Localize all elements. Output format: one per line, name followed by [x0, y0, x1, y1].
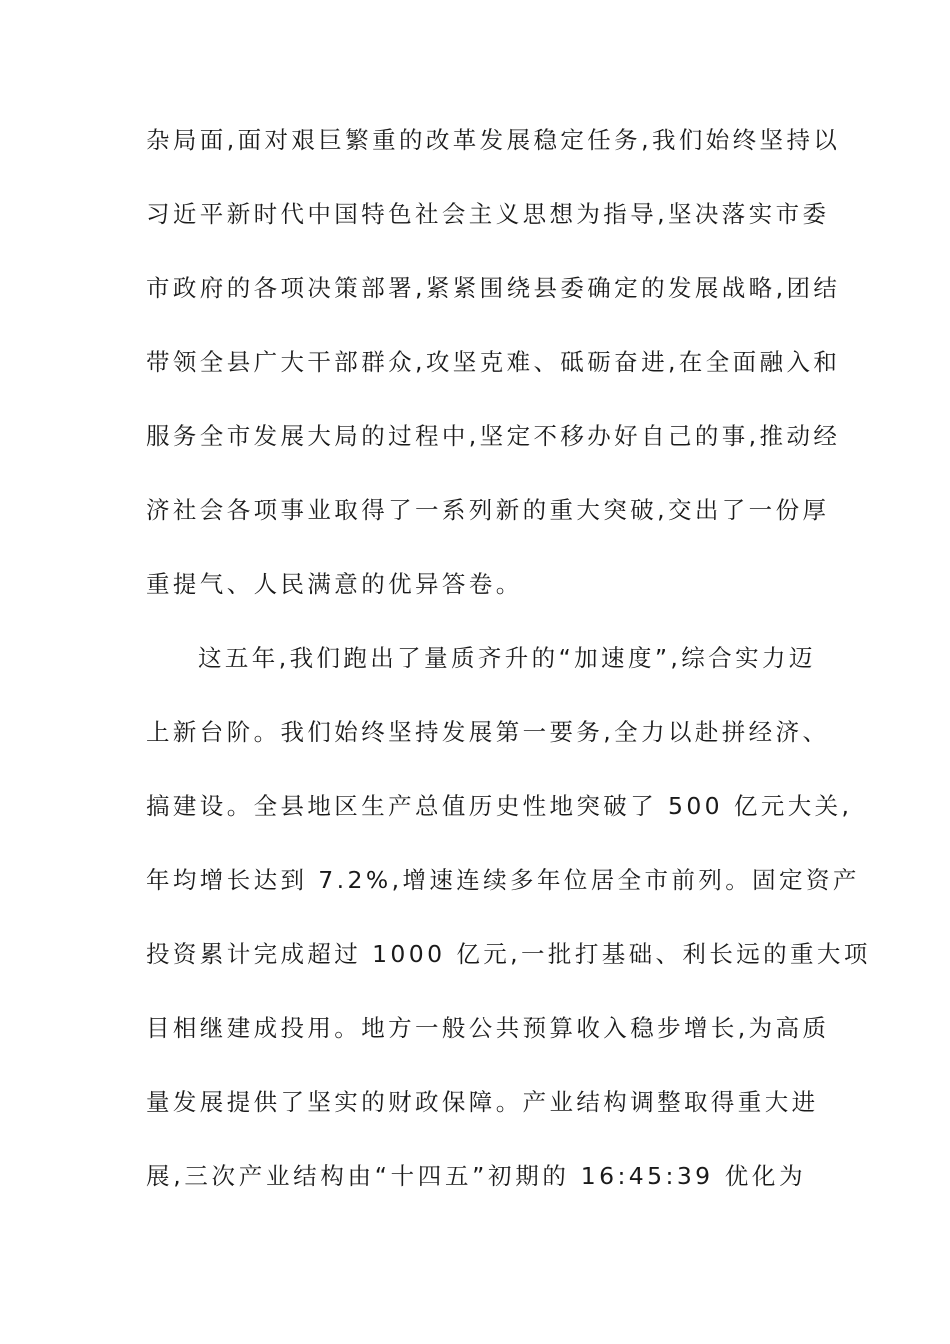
- text-line: 量发展提供了坚实的财政保障。产业结构调整取得重大进: [146, 1088, 819, 1116]
- text-line: 投资累计完成超过 1000 亿元,一批打基础、利长远的重大项: [146, 940, 871, 968]
- text-line: 上新台阶。我们始终坚持发展第一要务,全力以赴拼经济、: [146, 718, 830, 746]
- text-line: 习近平新时代中国特色社会主义思想为指导,坚决落实市委: [146, 200, 830, 228]
- paragraph-2: [146, 638, 871, 1230]
- text-line: 服务全市发展大局的过程中,坚定不移办好自己的事,推动经: [146, 422, 841, 450]
- text-line: 济社会各项事业取得了一系列新的重大突破,交出了一份厚: [146, 496, 830, 524]
- text-line: 市政府的各项决策部署,紧紧围绕县委确定的发展战略,团结: [146, 274, 841, 302]
- paragraph-1: [146, 120, 841, 638]
- text-line: 目相继建成投用。地方一般公共预算收入稳步增长,为高质: [146, 1014, 830, 1042]
- text-line: 年均增长达到 7.2%,增速连续多年位居全市前列。固定资产: [146, 866, 860, 894]
- text-line: 展,三次产业结构由“十四五”初期的 16:45:39 优化为: [146, 1162, 806, 1190]
- text-line: 重提气、人民满意的优异答卷。: [146, 570, 523, 598]
- text-line: 带领全县广大干部群众,攻坚克难、砥砺奋进,在全面融入和: [146, 348, 841, 376]
- text-line: 搞建设。全县地区生产总值历史性地突破了 500 亿元大关,: [146, 792, 853, 820]
- text-line: 杂局面,面对艰巨繁重的改革发展稳定任务,我们始终坚持以: [146, 126, 841, 154]
- text-line: 这五年,我们跑出了量质齐升的“加速度”,综合实力迈: [198, 644, 816, 672]
- document-body: [146, 120, 871, 1230]
